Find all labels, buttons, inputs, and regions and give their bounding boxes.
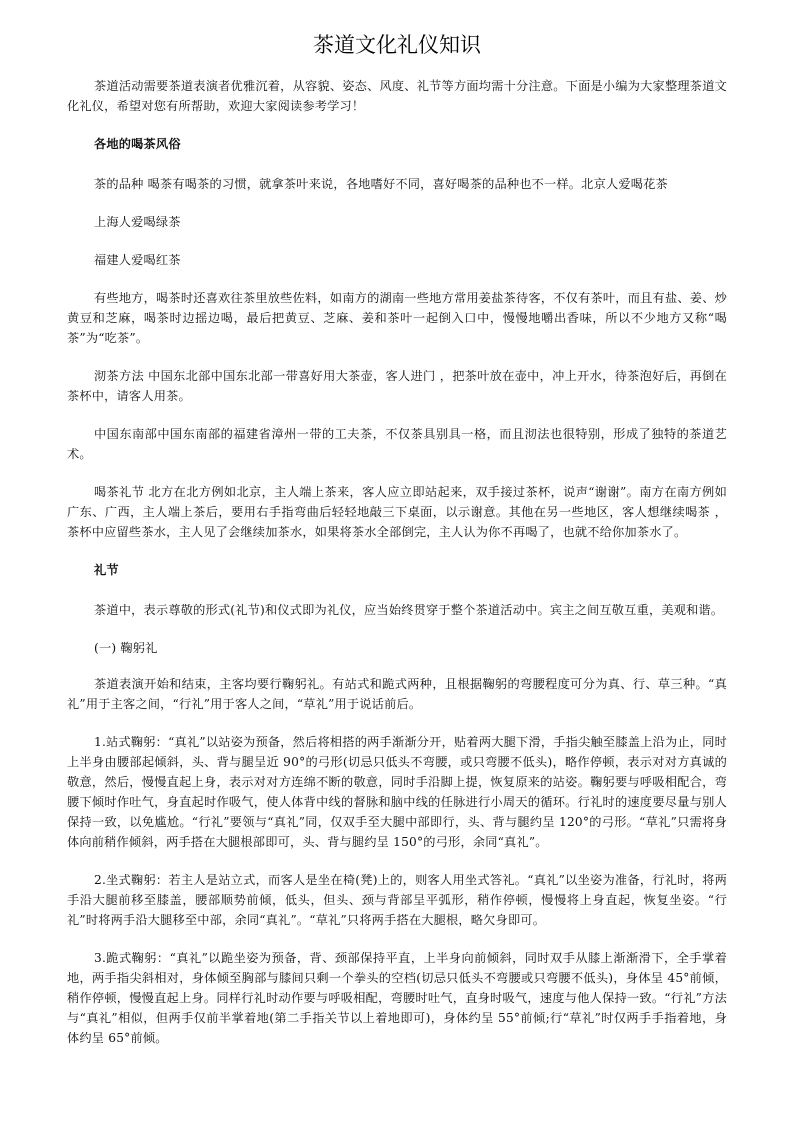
section-heading-etiquette: 礼节 [94,563,119,577]
paragraph-drinking-etiquette: 喝茶礼节 北方在北方例如北京，主人端上茶来，客人应立即站起来，双手接过茶杯，说声“谢谢”。南方在南方例如广东、广西，主人端上茶后，要用右手指弯曲后轻轻地敲三下桌面，以示谢意。其他在另一些地区，客人想继续喝茶 ，茶杯中应留些茶水，主人见了会继续加茶水，如果将茶水全部倒完，主人认为你不再喝了，也就不给你加茶水了。 [67,485,727,539]
page-title: 茶道文化礼仪知识 [313,33,481,57]
section-heading-customs: 各地的喝茶风俗 [94,137,181,151]
paragraph-kneeling-bow: 3.跪式鞠躬：“真礼”以跪坐姿为预备，背、颈部保持平直，上半身向前倾斜，同时双手从膝上渐渐滑下，全手掌着地，两手指尖斜相对，身体倾至胸部与膝间只剩一个拳头的空档(切忌只低头不弯腰或只弯腰不低头)，身体呈 45°前倾，稍作停顿，慢慢直起上身。同样行礼时动作要与呼吸相配，弯腰时吐气，直身时吸气，速度与他人保持一致。“行礼”方法与“真礼”相似，但两手仅前半掌着地(第二手指关节以上着地即可)，身体约呈 55°前倾;行“草礼”时仅两手手指着地，身体约呈 65°前倾。 [67,951,727,1045]
subheading-bow: (一) 鞠躬礼 [94,641,158,655]
intro-paragraph: 茶道活动需要茶道表演者优雅沉着，从容貌、姿态、风度、礼节等方面均需十分注意。下面是小编为大家整理茶道文化礼仪，希望对您有所帮助，欢迎大家阅读参考学习！ [67,79,727,113]
document-body [67,76,727,1066]
paragraph-tea-varieties: 茶的品种 喝茶有喝茶的习惯，就拿茶叶来说，各地嗜好不同，喜好喝茶的品种也不一样。北京人爱喝花茶 [94,177,668,191]
paragraph-shanghai: 上海人爱喝绿茶 [94,215,181,229]
paragraph-etiquette-intro: 茶道中，表示尊敬的形式(礼节)和仪式即为礼仪，应当始终贯穿于整个茶道活动中。宾主之间互敬互重，美观和谐。 [94,603,724,617]
paragraph-brewing-method: 沏茶方法 中国东北部中国东北部一带喜好用大茶壶，客人进门 ，把茶叶放在壶中，冲上开水，待茶泡好后，再倒在茶杯中，请客人用茶。 [67,369,727,403]
paragraph-fujian: 福建人爱喝红茶 [94,253,181,267]
paragraph-bow-intro: 茶道表演开始和结束，主客均要行鞠躬礼。有站式和跪式两种，且根据鞠躬的弯腰程度可分为真、行、草三种。“真礼”用于主客之间，“行礼”用于客人之间，“草礼”用于说话前后。 [67,677,727,711]
paragraph-sitting-bow: 2.坐式鞠躬：若主人是站立式，而客人是坐在椅(凳)上的，则客人用坐式答礼。“真礼”以坐姿为准备，行礼时，将两手沿大腿前移至膝盖，腰部顺势前倾，低头，但头、颈与背部呈平弧形，稍作停顿，慢慢将上身直起，恢复坐姿。“行礼”时将两手沿大腿移至中部，余同“真礼”。“草礼”只将两手搭在大腿根，略欠身即可。 [67,873,727,927]
paragraph-gongfu-tea: 中国东南部中国东南部的福建省漳州一带的工夫茶，不仅茶具别具一格，而且沏法也很特别，形成了独特的茶道艺术。 [67,427,727,461]
paragraph-standing-bow: 1.站式鞠躬：“真礼”以站姿为预备，然后将相搭的两手渐渐分开，贴着两大腿下滑，手指尖触至膝盖上沿为止，同时上半身由腰部起倾斜，头、背与腿呈近 90°的弓形(切忌只低头不弯腰，或只弯腰不低头)，略作停顿，表示对对方真诚的敬意，然后，慢慢直起上身，表示对对方连绵不断的敬意，同时手沿脚上提，恢复原来的站姿。鞠躬要与呼吸相配合，弯腰下倾时作吐气，身直起时作吸气，使人体背中线的督脉和脑中线的任脉进行小周天的循环。行礼时的速度要尽量与别人保持一致，以免尴尬。“行礼”要领与“真礼”同，仅双手至大腿中部即行，头、背与腿约呈 120°的弓形。“草礼”只需将身体向前稍作倾斜，两手搭在大腿根部即可，头、背与腿约呈 150°的弓形，余同“真礼”。 [67,735,727,849]
paragraph-condiments: 有些地方，喝茶时还喜欢往茶里放些佐料，如南方的湖南一些地方常用姜盐茶待客，不仅有茶叶，而且有盐、姜、炒黄豆和芝麻，喝茶时边摇边喝，最后把黄豆、芝麻、姜和茶叶一起倒入口中，慢慢地嚼出香味，所以不少地方又称“喝茶”为“吃茶”。 [67,291,727,345]
